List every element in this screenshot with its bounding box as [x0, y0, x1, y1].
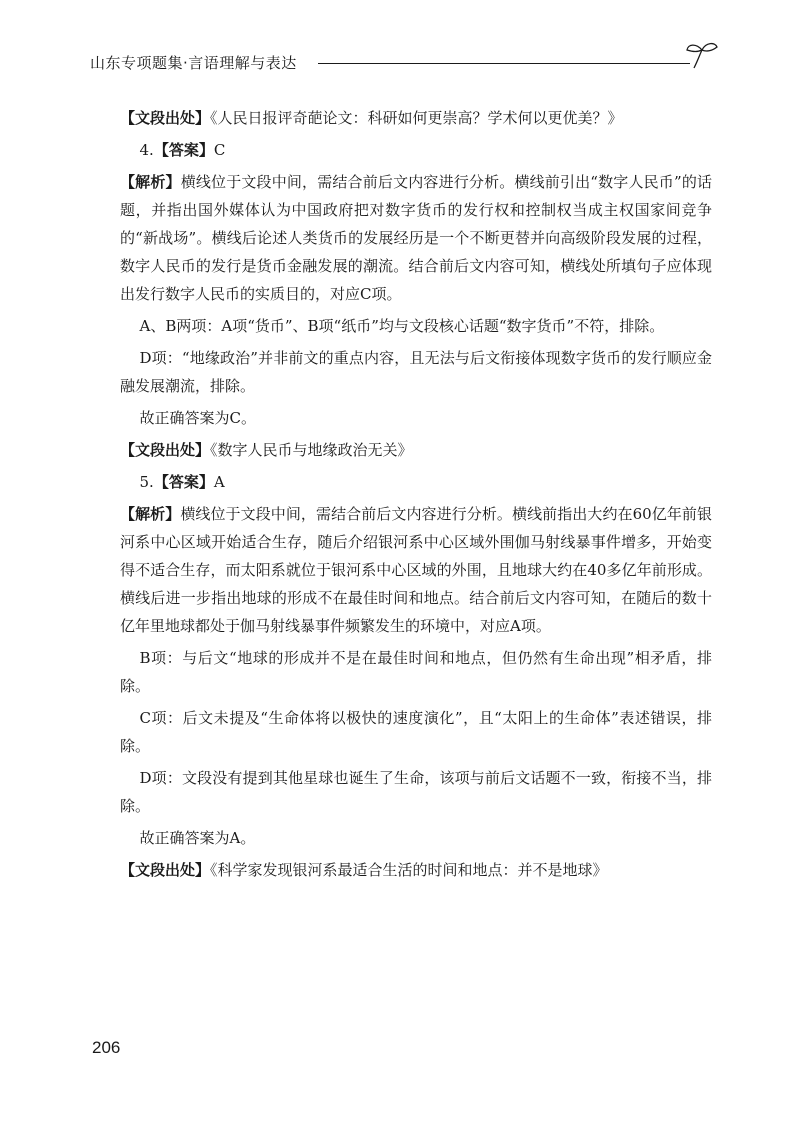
source-text: 《科学家发现银河系最适合生活的时间和地点：并不是地球》	[210, 861, 608, 879]
analysis-paragraph	[120, 500, 712, 640]
source-text: 《人民日报评奇葩论文：科研如何更崇高？学术何以更优美？》	[210, 109, 623, 127]
header-title: 山东专项题集·言语理解与表达	[90, 54, 297, 72]
option-analysis-paragraph: B项：与后文“地球的形成并不是在最佳时间和地点，但仍然有生命出现”相矛盾，排除。	[120, 649, 712, 695]
source-label: 【文段出处】	[120, 109, 211, 127]
source-label: 【文段出处】	[120, 861, 211, 879]
question-number: 5.	[139, 473, 154, 491]
option-analysis-paragraph: A、B两项：A项“货币”、B项“纸币”均与文段核心话题“数字货币”不符，排除。	[139, 317, 665, 335]
conclusion-paragraph: 故正确答案为A。	[139, 829, 256, 847]
source-text: 《数字人民币与地缘政治无关》	[210, 441, 413, 459]
option-analysis-paragraph: D项：“地缘政治”并非前文的重点内容，且无法与后文衔接体现数字货币的发行顺应金融发展潮流，排除。	[120, 349, 712, 395]
answer-explanations	[120, 104, 712, 888]
page-number: 206	[92, 1038, 121, 1057]
answer-line	[120, 468, 712, 496]
sprout-icon	[684, 40, 720, 70]
analysis-text: 横线位于文段中间，需结合前后文内容进行分析。横线前指出大约在60亿年前银河系中心区域开始适合生存，随后介绍银河系中心区域外围伽马射线暴事件增多，开始变得不适合生存，而太阳系就位于银河系中心区域的外围，且地球大约在40多亿年前形成。横线后进一步指出地球的形成不在最佳时间和地点。结合前后文内容可知，在随后的数十亿年里地球都处于伽马射线暴事件频繁发生的环境中，对应A项。	[120, 505, 712, 635]
source-paragraph	[120, 436, 712, 464]
conclusion-paragraph: 故正确答案为C。	[139, 409, 256, 427]
analysis-paragraph	[120, 168, 712, 308]
analysis-text: 横线位于文段中间，需结合前后文内容进行分析。横线前引出“数字人民币”的话题，并指出国外媒体认为中国政府把对数字货币的发行权和控制权当成主权国家间竞争的“新战场”。横线后论述人类货币的发展经历是一个不断更替并向高级阶段发展的过程，数字人民币的发行是货币金融发展的潮流。结合前后文内容可知，横线处所填句子应体现出发行数字人民币的实质目的，对应C项。	[120, 173, 712, 303]
analysis-label: 【解析】	[120, 173, 181, 191]
answer-value: A	[213, 473, 225, 491]
header-rule	[318, 63, 690, 64]
option-analysis-paragraph: D项：文段没有提到其他星球也诞生了生命，该项与前后文话题不一致，衔接不当，排除。	[120, 769, 712, 815]
answer-value: C	[213, 141, 226, 159]
running-header	[90, 40, 720, 80]
analysis-label: 【解析】	[120, 505, 181, 523]
answer-line	[120, 136, 712, 164]
source-paragraph	[120, 856, 712, 884]
source-paragraph	[120, 104, 712, 132]
question-number: 4.	[139, 141, 154, 159]
answer-label: 【答案】	[153, 473, 214, 491]
source-label: 【文段出处】	[120, 441, 211, 459]
option-analysis-paragraph: C项：后文未提及“生命体将以极快的速度演化”，且“太阳上的生命体”表述错误，排除。	[120, 709, 712, 755]
answer-label: 【答案】	[153, 141, 214, 159]
